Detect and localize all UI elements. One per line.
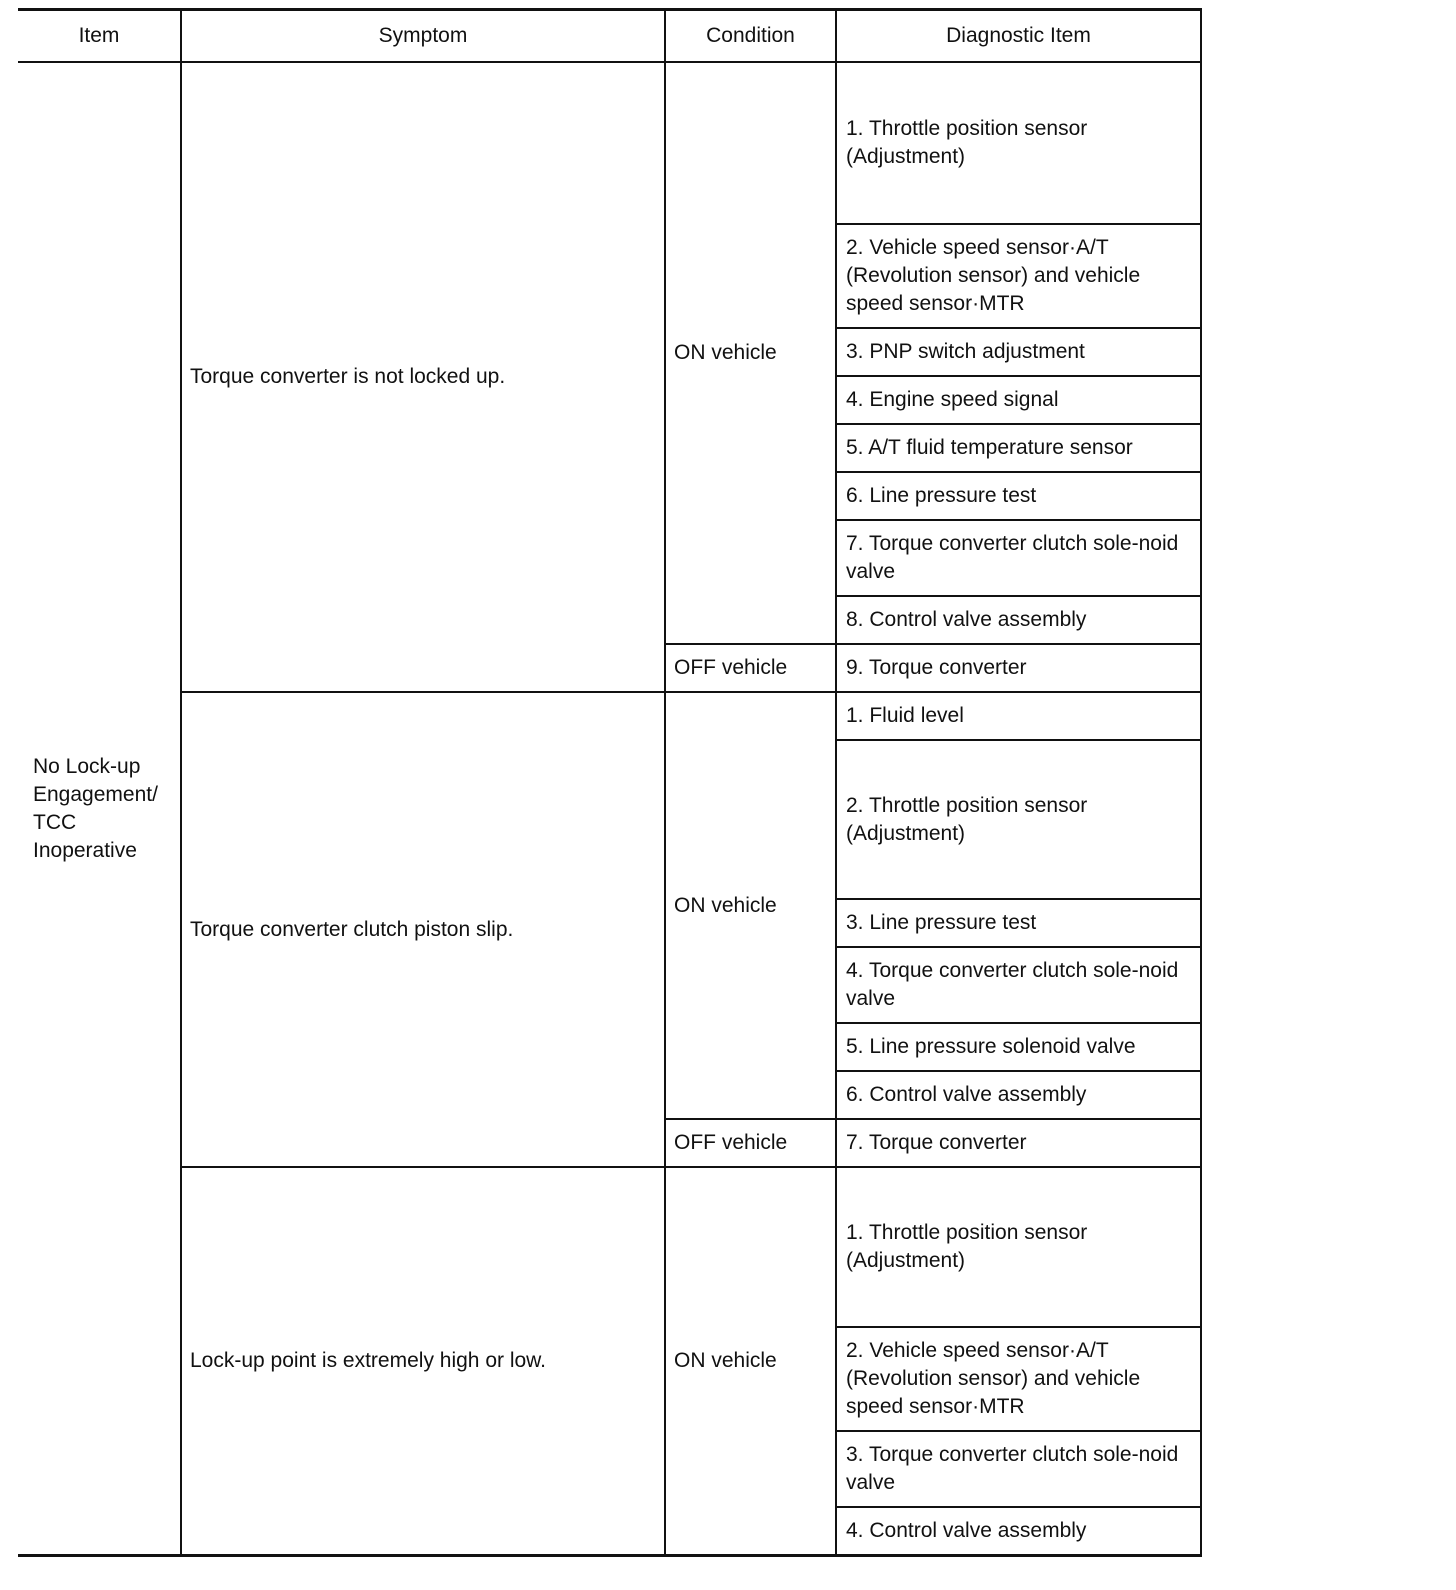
condition-cell: ON vehicle bbox=[665, 1167, 836, 1556]
diagnostic-item-cell: 2. Vehicle speed sensor·A/T (Revolution sensor) and vehicle speed sensor·MTR bbox=[836, 1327, 1201, 1431]
diagnostic-item-cell: 6. Line pressure test bbox=[836, 472, 1201, 520]
diagnostic-item-cell: 3. PNP switch adjustment bbox=[836, 328, 1201, 376]
diagnostic-item-cell: 4. Engine speed signal bbox=[836, 376, 1201, 424]
condition-cell: OFF vehicle bbox=[665, 644, 836, 692]
condition-cell: ON vehicle bbox=[665, 62, 836, 644]
header-row bbox=[18, 10, 1201, 63]
symptom-cell: Torque converter is not locked up. bbox=[181, 62, 665, 692]
diagnostic-item-cell: 5. Line pressure solenoid valve bbox=[836, 1023, 1201, 1071]
diagnostic-item-cell: 7. Torque converter bbox=[836, 1119, 1201, 1167]
diagnostic-item-cell: 8. Control valve assembly bbox=[836, 596, 1201, 644]
table-row bbox=[18, 62, 1201, 224]
diagnostic-table bbox=[18, 8, 1202, 1557]
header-condition: Condition bbox=[665, 10, 836, 63]
diagnostic-item-cell: 5. A/T fluid temperature sensor bbox=[836, 424, 1201, 472]
diagnostic-item-cell: 3. Line pressure test bbox=[836, 899, 1201, 947]
diagnostic-item-cell: 1. Throttle position sensor (Adjustment) bbox=[836, 62, 1201, 224]
item-cell: No Lock-up Engagement/ TCC Inoperative bbox=[33, 754, 158, 862]
symptom-cell: Lock-up point is extremely high or low. bbox=[181, 1167, 665, 1556]
condition-cell: OFF vehicle bbox=[665, 1119, 836, 1167]
table-row bbox=[18, 1167, 1201, 1327]
header-symptom: Symptom bbox=[181, 10, 665, 63]
diagnostic-item-cell: 1. Fluid level bbox=[836, 692, 1201, 740]
symptom-cell: Torque converter clutch piston slip. bbox=[181, 692, 665, 1167]
header-diagnostic-item: Diagnostic Item bbox=[836, 10, 1201, 63]
diagnostic-item-cell: 4. Control valve assembly bbox=[836, 1507, 1201, 1556]
diagnostic-item-cell: 2. Throttle position sensor (Adjustment) bbox=[836, 740, 1201, 899]
table-row bbox=[18, 692, 1201, 740]
diagnostic-item-cell: 1. Throttle position sensor (Adjustment) bbox=[836, 1167, 1201, 1327]
header-item: Item bbox=[18, 10, 181, 63]
diagnostic-item-cell: 2. Vehicle speed sensor·A/T (Revolution sensor) and vehicle speed sensor·MTR bbox=[836, 224, 1201, 328]
diagnostic-item-cell: 3. Torque converter clutch sole-noid valve bbox=[836, 1431, 1201, 1507]
diagnostic-item-cell: 4. Torque converter clutch sole-noid valve bbox=[836, 947, 1201, 1023]
diagnostic-item-cell: 7. Torque converter clutch sole-noid valve bbox=[836, 520, 1201, 596]
diagnostic-item-cell: 6. Control valve assembly bbox=[836, 1071, 1201, 1119]
condition-cell: ON vehicle bbox=[665, 692, 836, 1119]
diagnostic-item-cell: 9. Torque converter bbox=[836, 644, 1201, 692]
